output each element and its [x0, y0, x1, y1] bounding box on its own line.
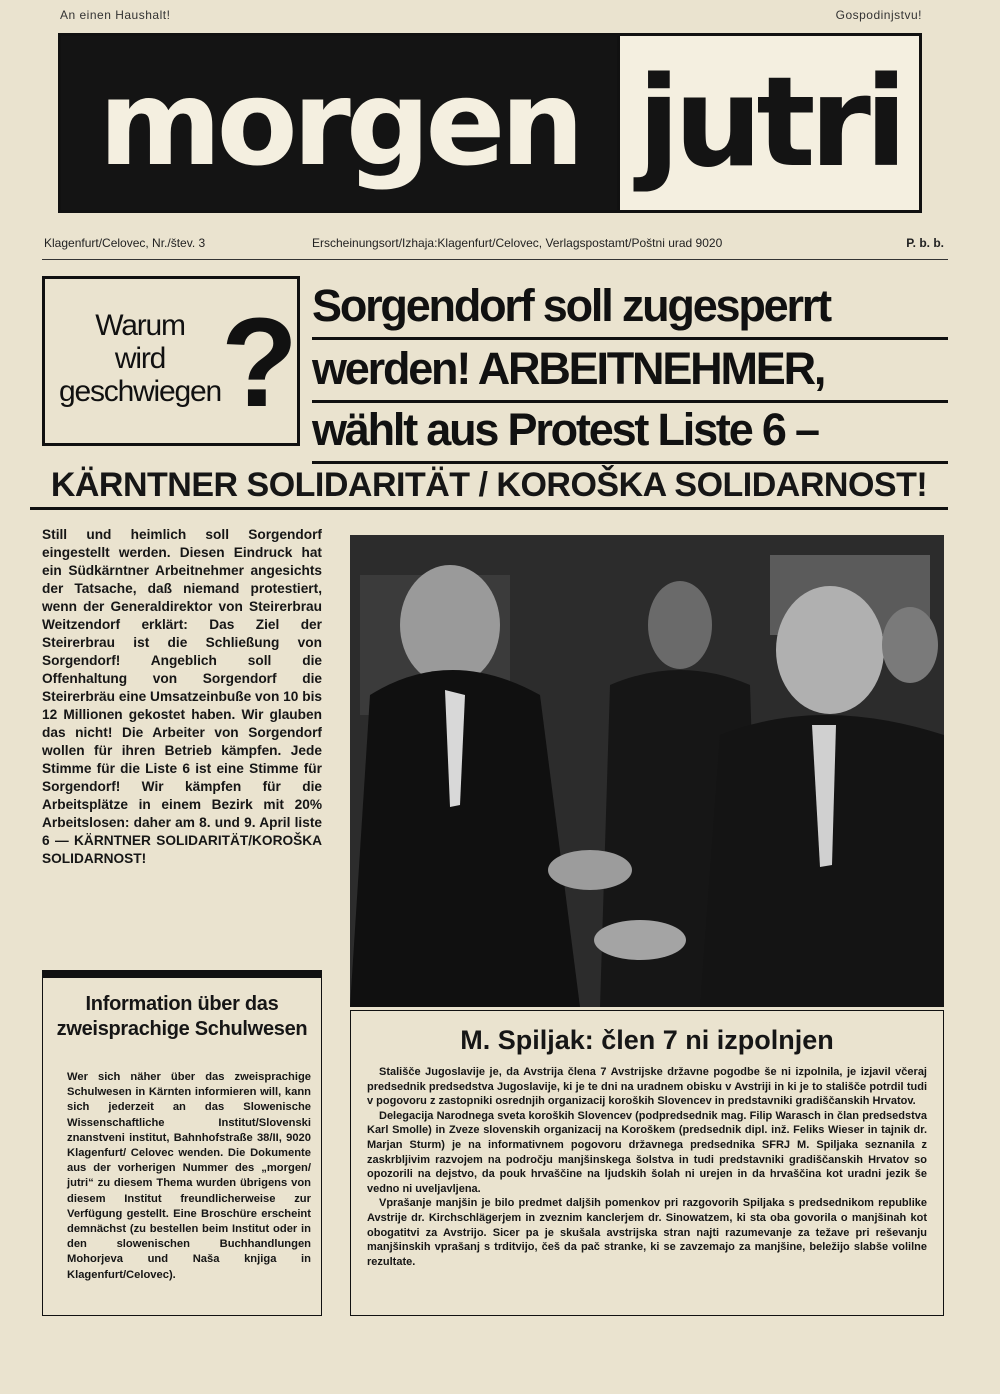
warum-line: geschwiegen — [59, 375, 221, 408]
issue-number: Klagenfurt/Celovec, Nr./štev. 3 — [44, 236, 206, 250]
spiljak-paragraph: Delegacija Narodnega sveta koroških Slovencev (podpredsednik mag. Filip Warasch in član predsedstva Karl Smolle) in Zveze slovenskih organizacij na Koroškem (predsednik dipl. inž. Feliks Wieser in tajnik dr. Marjan Sturm) je na informativnem pogovoru državnega predsednika SFRJ M. Spiljaka seznanila z zaskrbljivim razvojem na področju manjšinskega šolstva in tudi predstavniki gradiščanskih Hrvatov so opozorili na dejstvo, da pouk hrvaščine na ljudskih šolah ni urejen in da hrvaščina kot uradni jezik še vedno ni uveljavljena. — [367, 1109, 927, 1195]
masthead — [58, 33, 922, 213]
headline-line-3: wählt aus Protest Liste 6 – — [312, 398, 948, 464]
masthead-jutri: jutri — [617, 36, 919, 210]
issue-info-line — [42, 230, 948, 260]
lead-article: Still und heimlich soll Sorgendorf eingestellt werden. Diesen Eindruck hat ein Südkärntner Arbeitnehmer angesichts der Tatsache, daß niemand protestiert, wenn der Generaldirektor von Steirerbrau Weitzendorf erklärt: Das Ziel der Steirerbrau ist die Schließung von Sorgendorf! Angeblich soll die Offenhaltung von Sorgendorf die Steirerbräu eine Umsatzeinbuße von 10 bis 12 Millionen gekostet haben. Wir glauben das nicht! Die Arbeiter von Sorgendorf wollen für ihren Betrieb kämpfen. Jede Stimme für die Liste 6 ist eine Stimme für Sorgendorf! Wir kämpfen für die Arbeitsplätze in einem Bezirk mit 20% Arbeitslosen: daher am 8. und 9. April liste 6 — KÄRNTNER SOLIDARITÄT/KOROŠKA SOLIDARNOST! — [42, 527, 322, 866]
household-note-slovene: Gospodinjstvu! — [835, 8, 922, 22]
warum-line: wird — [114, 342, 166, 375]
info-box-schools — [42, 970, 322, 1316]
masthead-morgen: morgen — [61, 36, 617, 210]
handshake-photo-illustration — [350, 535, 944, 1007]
household-note: An einen Haushalt! — [60, 8, 171, 22]
info-box-title: Information über das zweisprachige Schulwesen — [56, 993, 308, 1040]
postage-mark: P. b. b. — [906, 236, 944, 250]
spiljak-article — [350, 1010, 944, 1316]
spiljak-paragraph: Vprašanje manjšin je bilo predmet daljših pomenkov pri razgovorih Spiljaka s predsednikom republike Avstrije dr. Kirchschlägerjem in zveznim kanclerjem dr. Sinowatzem, ki sta oba govorila o manjšinah kot obogatitvi za Avstrijo. Sicer pa je skušala avstrijska stran najti razumevanje za težave pri reševanju manjšinskih vprašanj s trditvijo, češ da pač stranke, ki se zavzemajo za manjšine, beležijo slabše volilne rezultate. — [367, 1197, 927, 1268]
spiljak-paragraph: Stališče Jugoslavije je, da Avstrija člena 7 Avstrijske državne pogodbe še ni izpolnila, je izjavil včeraj predsednik predsedstva Jugoslavije, ki je te dni na uradnem obisku v Avstriji in ki je to stališče potrdil tudi v pogovoru z zastopniki osrednjih organizacij koroških Slovencev in predstavniki gradiščanskih Hrvatov. — [367, 1066, 927, 1108]
publishing-place: Erscheinungsort/Izhaja:Klagenfurt/Celovec, Verlagspostamt/Poštni urad 9020 — [312, 236, 723, 250]
headline-line-1: Sorgendorf soll zugesperrt — [312, 274, 948, 340]
press-photo — [350, 535, 944, 1007]
warum-line: Warum — [95, 309, 185, 342]
subheadline: KÄRNTNER SOLIDARITÄT / KOROŠKA SOLIDARNOST! — [30, 462, 948, 510]
info-box-text: Wer sich näher über das zweisprachige Schulwesen in Kärnten informieren will, kann sich jederzeit an das Slowenische Wissenschaftliche Institut/Slovenski znanstveni institut, Bahnhofstraße 38/II, 9020 Klagenfurt/ Celovec wenden. Die Dokumente aus der vorherigen Nummer des „morgen/ jutri“ zu diesem Thema wurden übrigens von diesem Institut freundlicherweise zur Verfügung gestellt. Eine Broschüre erscheint demnächst (zu bestellen beim Institut oder in den slowenischen Buchhandlungen Mohorjeva und Naša knjiga in Klagenfurt/Celovec). — [67, 1071, 311, 1281]
warum-text — [53, 309, 227, 408]
headline-line-2: werden! ARBEITNEHMER, — [312, 337, 948, 403]
spiljak-body — [367, 1065, 927, 1269]
warum-box — [42, 276, 300, 446]
question-mark: ? — [221, 292, 298, 433]
spiljak-headline: M. Spiljak: člen 7 ni izpolnjen — [460, 1025, 834, 1055]
